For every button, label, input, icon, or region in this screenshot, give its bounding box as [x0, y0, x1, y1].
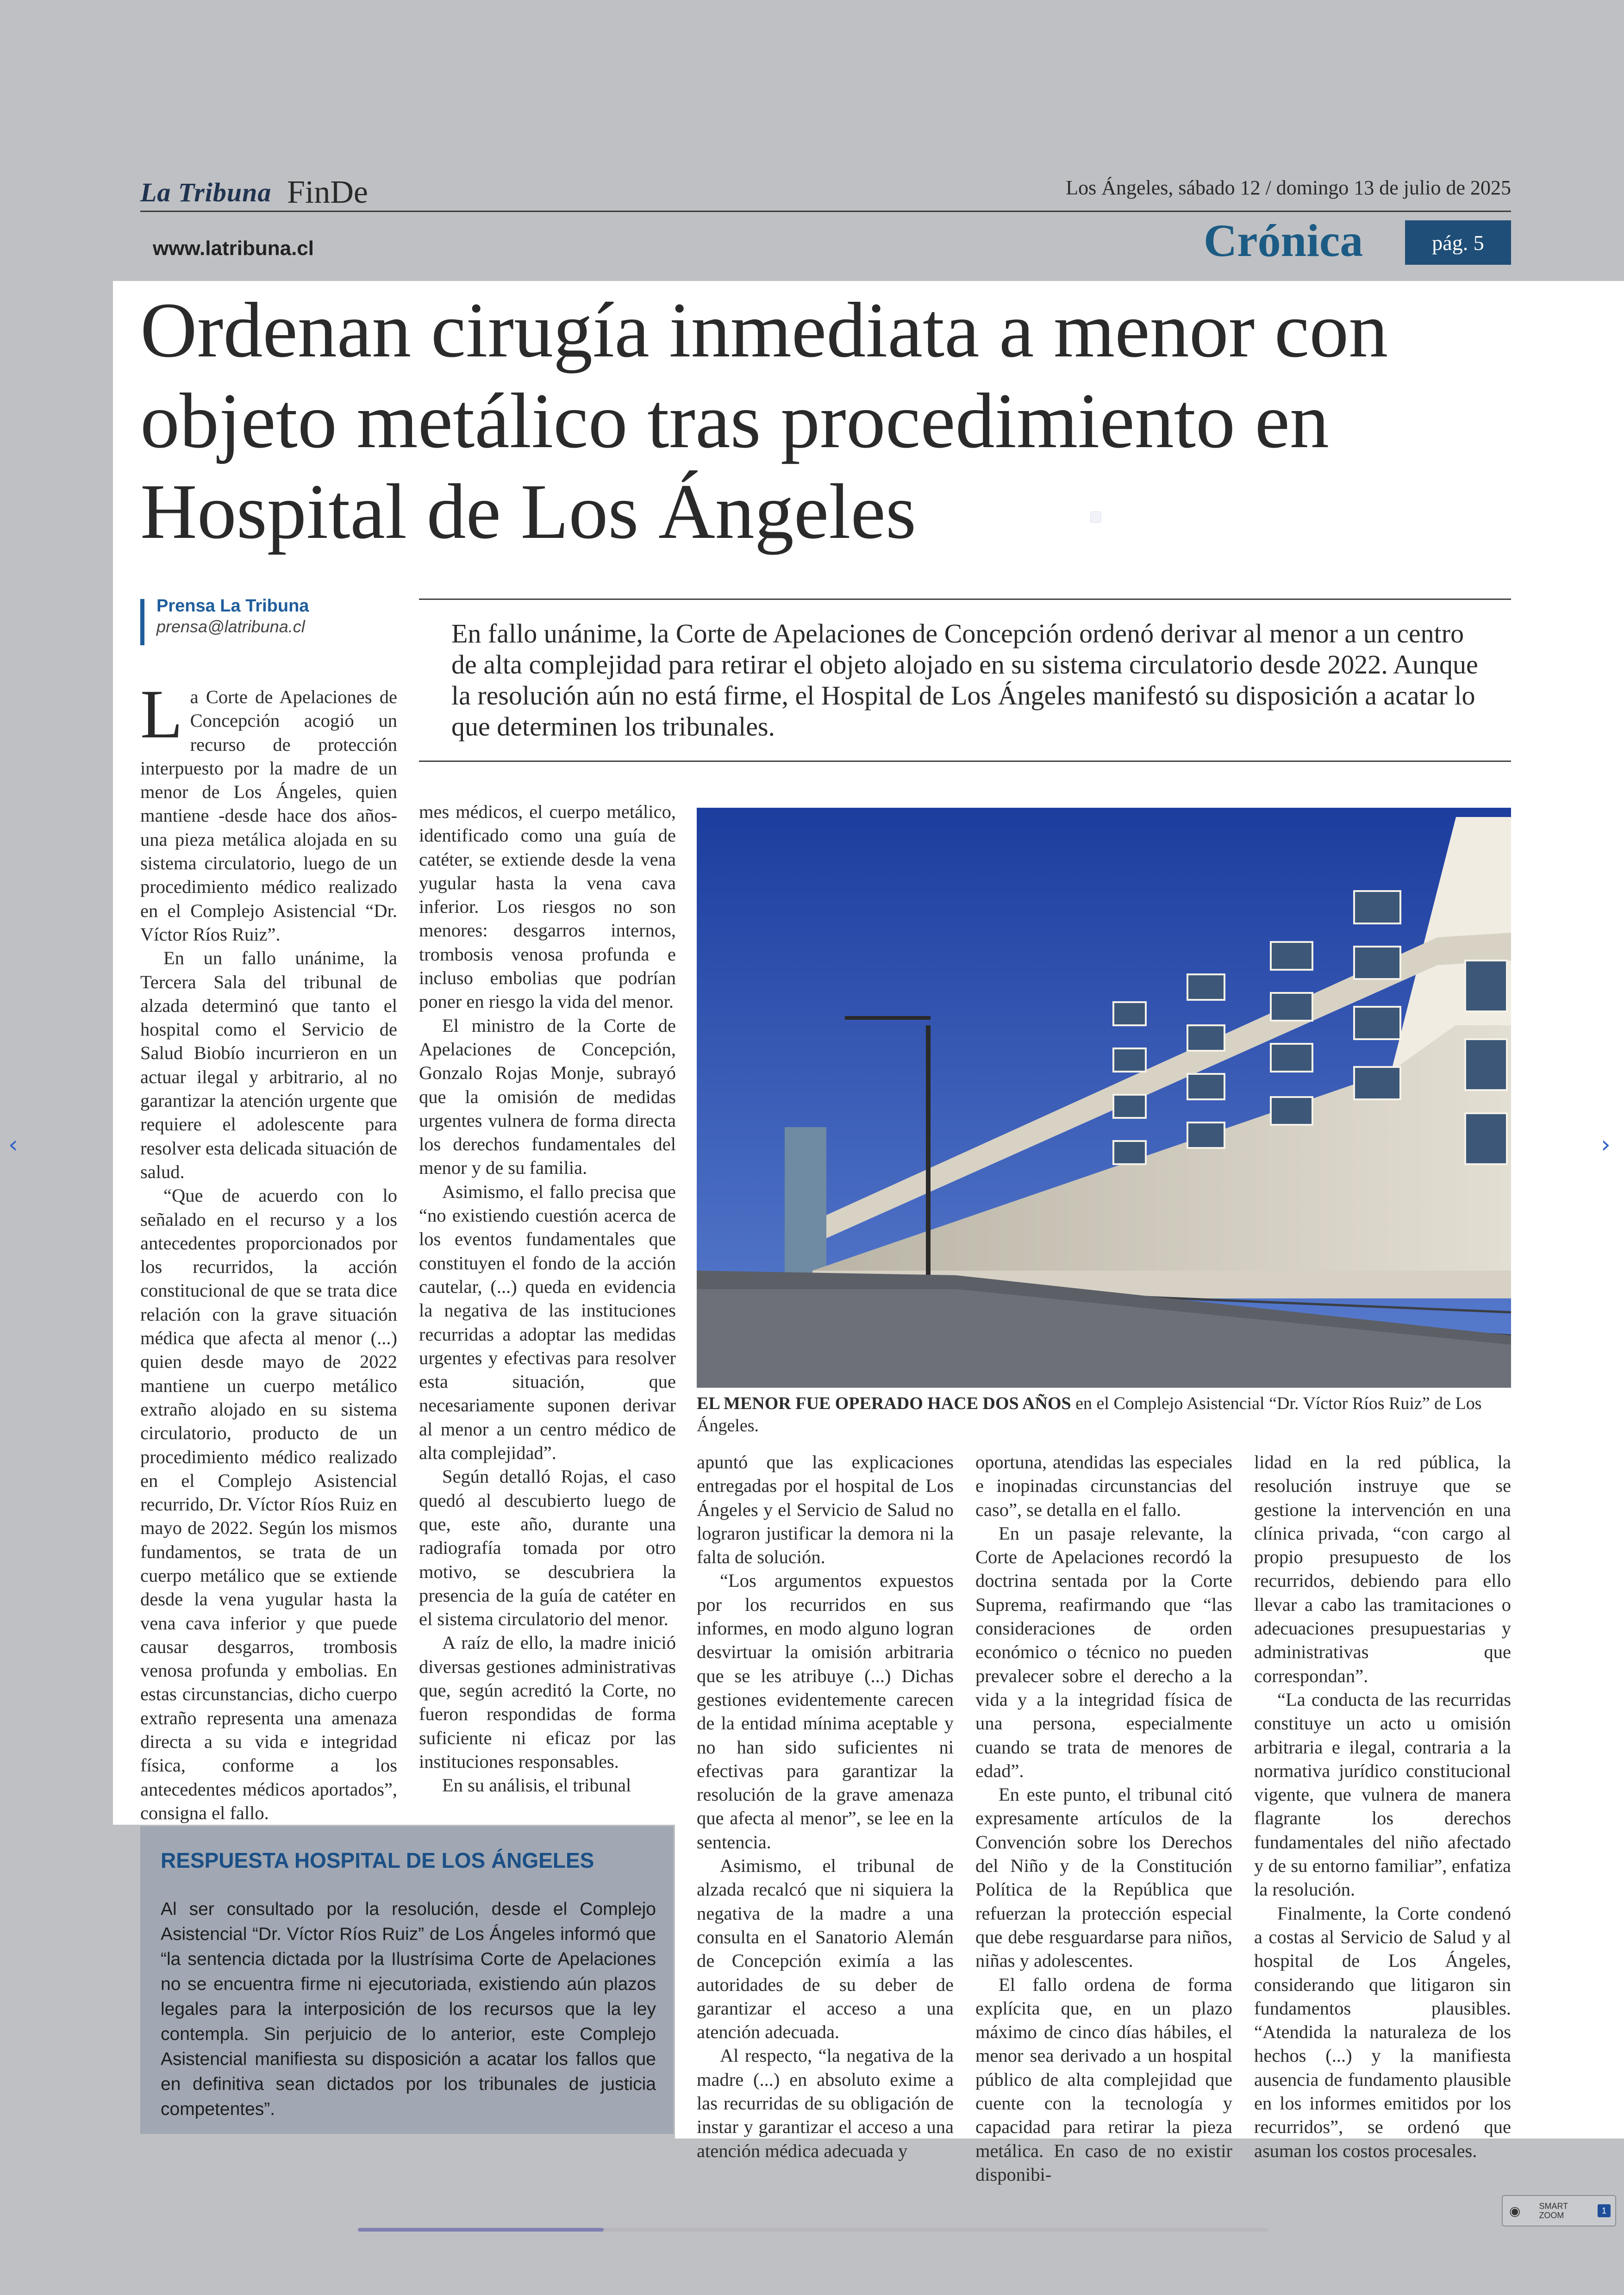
chevron-right-icon[interactable]: ›: [1601, 1131, 1611, 1159]
article-headline: Ordenan cirugía inmediata a menor con objeto metálico tras procedimiento en Hospital de Los Ángeles: [140, 287, 1388, 555]
caption-text: en el Complejo Asistencial “Dr. Víctor Ríos Ruiz” de Los Ángeles.: [697, 1394, 1482, 1435]
paragraph: Asimismo, el fallo precisa que “no existiendo cuestión acerca de los eventos fundamentales que constituyen el fondo de la acción cautelar, (...) queda en evidencia la negativa de las instituciones recurridas a adoptar las medidas urgentes y efectivas para resolver esta situación, que necesariamente suponen derivar al menor a un centro médico de alta complejidad”.: [419, 1181, 676, 1464]
masthead-logo: La Tribuna: [140, 177, 272, 207]
expand-icon[interactable]: [1090, 511, 1101, 523]
paragraph: lidad en la red pública, la resolución instruye que se gestione la intervención en una clínica privada, “con cargo al propio presupuesto de los recurridos, debiendo para ello llevar a cabo las tramitaciones o adecuaciones presupuestarias y administrativas que correspondan”.: [1254, 1452, 1511, 1686]
paragraph: “Los argumentos expuestos por los recurridos en sus informes, en modo alguno logran desvirtuar la omisión arbitraria que se les atribuye (...) Dichas gestiones evidentemente carecen de la entidad mínima aceptable y no han sido suficientes ni efectivas para garantizar la resolución de la grave amenaza que afecta al menor”, se lee en la sentencia.: [697, 1570, 954, 1852]
byline-accent: [140, 599, 144, 645]
paragraph: En su análisis, el tribunal: [442, 1775, 631, 1796]
supplement-name: FinDe: [287, 175, 368, 210]
paragraph: El ministro de la Corte de Apelaciones de Concepción, Gonzalo Rojas Monje, subrayó que la omisión de medidas urgentes vulnera de forma directa los derechos fundamentales del menor y de su familia.: [419, 1015, 676, 1179]
eye-icon: ◉: [1509, 2203, 1521, 2219]
smart-zoom-label: SMART ZOOM: [1539, 2201, 1568, 2220]
article-column-1: [140, 676, 397, 1849]
paragraph: a Corte de Apelaciones de Concepción acogió un recurso de protección interpuesto por la madre de un menor de Los Ángeles, quien mantiene -desde hace dos años- una pieza metálica alojada en su sistema circulatorio, luego de un procedimiento médico realizado en el Complejo Asistencial “Dr. Víctor Ríos Ruiz”.: [140, 686, 397, 945]
sidebar-body: Al ser consultado por la resolución, desde el Complejo Asistencial “Dr. Víctor Ríos Ruiz” de Los Ángeles informó que “la sentencia dictada por la Ilustrísima Corte de Apelaciones no se encuentra firme ni ejecutoriada, existiendo aún plazos legales para la interposición de los recursos que la ley contempla. Sin perjuicio de lo anterior, este Complejo Asistencial manifiesta su disposición a acatar los fallos que en definitiva sean dictados por los tribunales de justicia competentes”.: [161, 1899, 656, 2119]
page-number-badge: pág. 5: [1405, 220, 1511, 265]
byline-email: prensa@latribuna.cl: [156, 617, 305, 636]
caption-lead: EL MENOR FUE OPERADO HACE DOS AÑOS: [697, 1394, 1071, 1413]
article-lead: En fallo unánime, la Corte de Apelaciones de Concepción ordenó derivar al menor a un centro de alta complejidad para retirar el objeto alojado en su sistema circulatorio desde 2022. Aunque la resolución aún no está firme, el Hospital de Los Ángeles manifestó su disposición a acatar lo que determinen los tribunales.: [451, 618, 1478, 742]
issue-date: Los Ángeles, sábado 12 / domingo 13 de julio de 2025: [1066, 176, 1511, 199]
paragraph: apuntó que las explicaciones entregadas por el hospital de Los Ángeles y el Servicio de Salud no lograron justificar la demora ni la falta de solución.: [697, 1452, 954, 1568]
drop-cap: L: [140, 676, 183, 753]
paragraph: “Que de acuerdo con lo señalado en el recurso y a los antecedentes proporcionados por los recurridos, la acción constitucional de que se trata dice relación con la grave situación médica que afecta al menor (...) quien desde mayo de 2022 mantiene un cuerpo metálico extraño alojado en su sistema circulatorio, producto de un procedimiento médico realizado en el Complejo Asistencial recurrido, Dr. Víctor Ríos Ruiz en mayo de 2022. Según los mismos fundamentos, se trata de un cuerpo metálico que se extiende desde la vena yugular hasta la vena cava inferior y que puede causar desgarros, trombosis venosa profunda y embolias. En estas circunstancias, dicho cuerpo extraño representa una amenaza directa a su vida e integridad física, conforme a los antecedentes médicos aportados”, consigna el fallo.: [140, 1185, 397, 1823]
paragraph: En un pasaje relevante, la Corte de Apelaciones recordó la doctrina sentada por la Corte Suprema, reafirmando que “las consideraciones de orden económico o técnico no pueden prevalecer sobre el derecho a la vida y a la integridad física de una persona, especialmente cuando se trata de menores de edad”.: [975, 1522, 1232, 1781]
sidebar-title: RESPUESTA HOSPITAL DE LOS ÁNGELES: [161, 1848, 594, 1872]
chevron-left-icon[interactable]: ‹: [8, 1131, 18, 1159]
lead-divider-top: [419, 599, 1511, 600]
paragraph: En un fallo unánime, la Tercera Sala del tribunal de alzada determinó que tanto el hospital como el Servicio de Salud Biobío incurrieron en un actuar ilegal y arbitrario, al no garantizar la atención urgente que requiere el adolescente para resolver esta delicada situación de salud.: [140, 948, 397, 1182]
website-link[interactable]: www.latribuna.cl: [153, 237, 314, 260]
hospital-photo: [697, 808, 1511, 1388]
paragraph: oportuna, atendidas las especiales e inopinadas circunstancias del caso”, se detalla en el fallo.: [975, 1452, 1232, 1520]
article-column-5: [1254, 1450, 1511, 2163]
paragraph: Finalmente, la Corte condenó a costas al Servicio de Salud y al hospital de Los Ángeles, considerando que litigaron sin fundamentos plausibles. “Atendida la naturaleza de los hechos (...) y la manifiesta ausencia de fundamento plausible en los informes emitidos por los recurridos”, se ordenó que asuman los costos procesales.: [1254, 1902, 1511, 2161]
byline-author: Prensa La Tribuna: [156, 596, 309, 616]
paragraph: “La conducta de las recurridas constituye un acto u omisión arbitraria e ilegal, contraria a la normativa jurídico constitucional vigente, que vulnera de manera flagrante los derechos fundamentales del niño afectado y de su entorno familiar”, enfatiza la resolución.: [1254, 1689, 1511, 1900]
header-divider: [140, 211, 1511, 212]
paragraph: Según detalló Rojas, el caso quedó al descubierto luego de que, este año, durante una radiografía tomada por otro motivo, se descubriera la presencia de la guía de catéter en el sistema circulatorio del menor.: [419, 1466, 676, 1630]
paragraph: A raíz de ello, la madre inició diversas gestiones administrativas que, según acreditó la Corte, no fueron respondidas de forma suficiente ni eficaz por las instituciones responsables.: [419, 1632, 676, 1772]
paragraph: El fallo ordena de forma explícita que, en un plazo máximo de cinco días hábiles, el menor sea derivado a un hospital público de alta complejidad que cuente con la tecnología y capacidad para retirar la pieza metálica. En caso de no existir disponibi-: [975, 1974, 1232, 2185]
article-column-3: [697, 1450, 954, 2163]
article-column-4: [975, 1450, 1232, 2186]
photo-caption: [697, 1392, 1511, 1437]
paragraph: mes médicos, el cuerpo metálico, identificado como una guía de catéter, se extiende desde la vena yugular hasta la vena cava inferior. Los riesgos no son menores: desgarros internos, trombosis venosa profunda e incluso embolias que podrían poner en riesgo la vida del menor.: [419, 801, 676, 1012]
article-column-2: [419, 800, 676, 1797]
paragraph: Asimismo, el tribunal de alzada recalcó que ni siquiera la negativa de la madre a una consulta en el Sanatorio Alemán de Concepción eximía a las autoridades de su deber de garantizar el acceso a una atención adecuada.: [697, 1855, 954, 2043]
page-progress-fill: [358, 2228, 604, 2232]
lead-divider-bottom: [419, 761, 1511, 762]
smart-zoom-button[interactable]: [1502, 2195, 1616, 2226]
paragraph: En este punto, el tribunal citó expresamente artículos de la Convención sobre los Derechos del Niño y de la Constitución Política de la República que refuerzan la protección especial que debe resguardarse para niños, niñas y adolescentes.: [975, 1784, 1232, 1971]
smart-zoom-count: 1: [1598, 2204, 1611, 2217]
section-title: Crónica: [1204, 215, 1363, 266]
paragraph: Al respecto, “la negativa de la madre (...) en absoluto exime a las recurridas de su obligación de instar y garantizar el acceso a una atención médica adecuada y: [697, 2045, 954, 2161]
